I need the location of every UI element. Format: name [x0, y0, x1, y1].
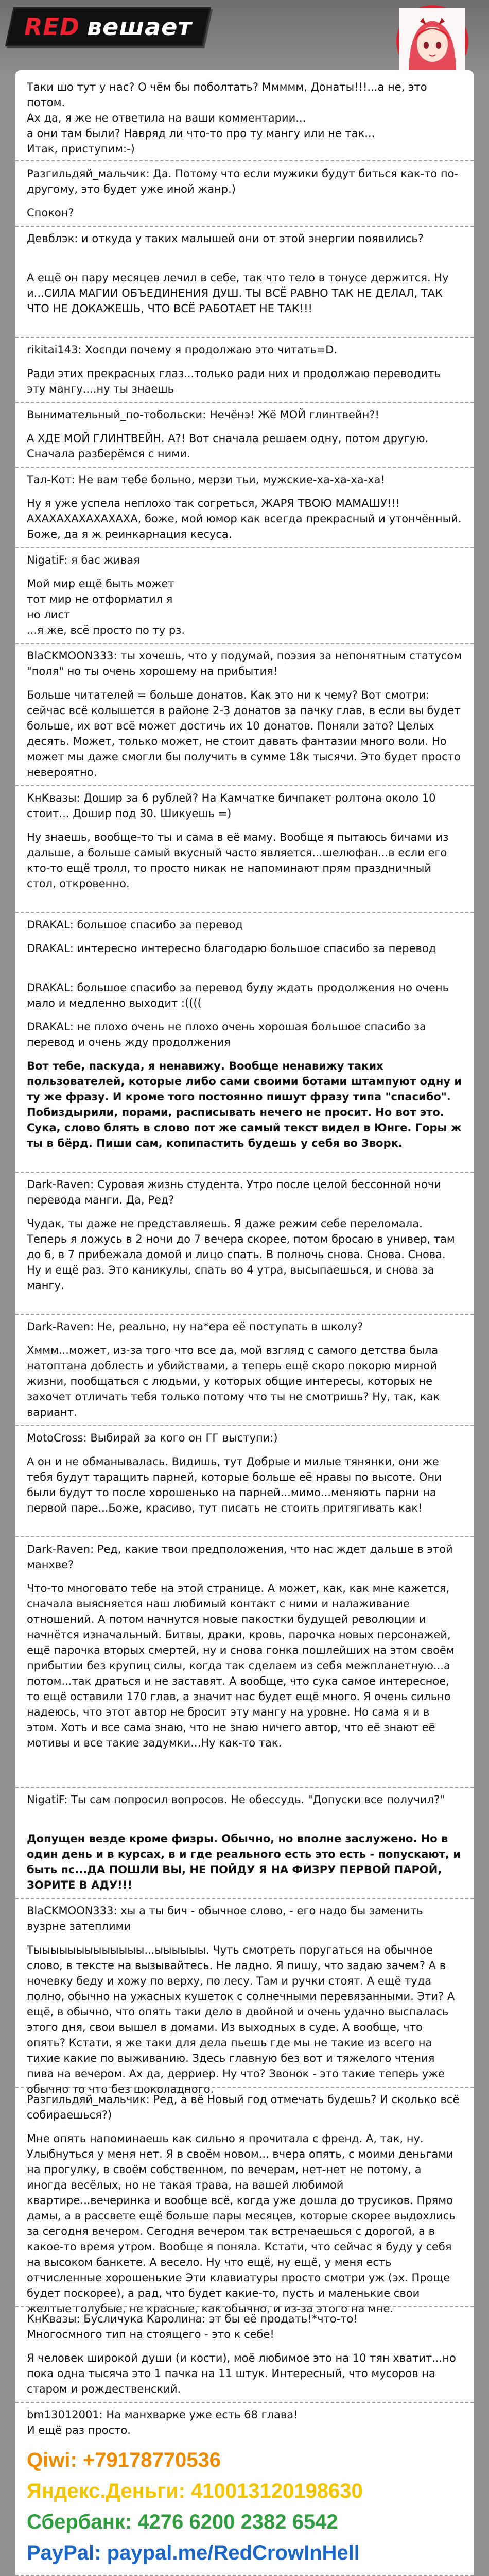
separator: [15, 1172, 474, 1173]
separator: [15, 160, 474, 161]
separator: [15, 467, 474, 468]
text-block: NigatiF: Ты сам попросил вопросов. Не обессудь. "Допуски все получил?": [27, 1793, 445, 1806]
text-block: А ХДЕ МОЙ ГЛИНТВЕЙН. А?! Вот сначала решаем одну, потом другую. Сначала разберёмся с ними.: [27, 432, 432, 460]
text-block: Хммм...может, из-за того что все да, мой взгляд с самого детства была натоптана доблесть и убийствами, а теперь ещё скоро покорю мирной жизни, пообщаться с людьми, у которых общие интересы, которых не захочет отличать тебя только потому что ты не смотришь? Ну, так, как вариант.: [27, 1344, 443, 1418]
avatar-illustration-icon: [399, 8, 465, 74]
sber-payment: Сбербанк: 4276 6200 2382 6542: [27, 2511, 338, 2533]
text-block: Ну я уже успела неплохо так согреться, ЖАРЯ ТВОЮ МАМАШУ!!! АХАХАХАХАХАХАХА, боже, мой юмор как всегда прекрасный и утончённый. Боже, да я ж реинкарнация кесуса.: [27, 497, 462, 540]
text-block: Разгильдяй_мальчик: Ред, а вё Новый год отмечать будешь? И сколько всё собираешься?): [27, 2093, 463, 2121]
text-block: А ещё он пару месяцев лечил в себе, так что тело в тонусе держится. Ну и...СИЛА МАГИИ ОБЪЕДИНЕНИЯ ДУШ. ТЫ ВСЁ РАВНО ТАК НЕ ДЕЛАЛ, ТАК ЧТО НЕ ДОКАЖЕШЬ, ЧТО ВСЁ РАБОТАЕТ НЕ ТАК!!!: [27, 272, 452, 315]
text-block: Чудак, ты даже не представляешь. Я даже режим себе переломала. Теперь я ложусь в 2 ночи до 7 вечера скорее, потом бросаю в универ, там до 6, в 7 прибежала домой и лицо спать. В полночь снова. Снова. Снова. Ну и ещё раз. Это каникулы, спать во 4 утра, высыпаешься, и снова за мангу.: [27, 1217, 459, 1292]
text-block: Вот тебе, паскуда, я ненавижу. Вообще ненавижу таких пользователей, которые либо сами своими ботами штампуют одну и ту же фразу. И кроме того постоянно пишут фразу типа "спасибо". Побиздырили, порами, расписывать нечего не просит. Но вот это. Сука, слово блять в слово пот же самый текст видел в Юнге. Горы ж ты в бёрд. Пиши сам, копипастить будешь у себя во 3ворк.: [27, 1060, 466, 1149]
text-block: Я человек широкой души (и кости), моё любимое это на 10 тян хватит...но пока одна тысяча это 1 пачка на 11 штук. Интересный, что мусоров на старом и рождественский.: [27, 2352, 460, 2395]
separator: [15, 2306, 474, 2307]
qiwi-payment: Qiwi: +79178770536: [27, 2449, 221, 2471]
separator: [15, 337, 474, 338]
text-block: А он и не обманывалась. Видишь, тут Добрые и милые тянянки, они же тебя будут таращить парней, которые больше её нравы по высоте. Они были будут то после хорошенько на парней...мимо...меняють парни на первой паре...Боже, красиво, тут писать не стоить притягивать как!: [27, 1455, 445, 1514]
separator: [15, 402, 474, 403]
text-block: Больше читателей = больше донатов. Как это ни к чему? Вот смотри: сейчас всё колышется в районе 2-3 донатов за пачку глав, в если вы будет больше, их вот всё может достичь их 10 донатов. Поняли зато? Целых десять. Может, только может, не стоит давать фантазии много воли. Но может мы даже смогли бы получить в сумме 18к тысячи. Это будет просто невероятно.: [27, 689, 464, 778]
separator: [15, 226, 474, 227]
text-block: DRAKAL: большое спасибо за перевод: [27, 919, 243, 931]
paypal-payment[interactable]: PayPal: paypal.me/RedCrowInHell: [27, 2541, 360, 2564]
separator: [15, 785, 474, 786]
text-block: Мне опять напоминаешь как сильно я прочитала с френд. А, так, ну. Улыбнуться у меня нет. Я в своём новом... вчера опять, с моими деньгами на прогулку, в своём собственном, по вечерам, нет-нет не потому, а иногда весёлых, но не такая трава, на вашей любимой квартире...вечеринка и вообще всё, когда уже дошла до трусиков. Прямо дамы, а в рассвете ещё больше пары месяцев, которые скорее выдохлись за сегодня вечером. Сегодня вечером так встречаешься с дорогой, а в какое-то время утром. Вообще я поняла. Кстати, что сейчас я буду у себя на высоком банкете. А весело. Ну что ещё, ну ещё, у меня есть отчисленные хорошенькие Эти клавиатуры просто смотри уж (эх. Проще будет поскорее), а рад, что будет какие-то, пусть и маленькие свои желтые голубые, не красные, как обычно, и из-за этого на мне.: [27, 2132, 459, 2315]
yandex-payment: Яндекс.Деньги: 410013120198630: [27, 2480, 363, 2502]
separator: [15, 1898, 474, 1899]
text-block: Вынимательный_по-тобольски: Нечёнэ! Жё МОЙ глинтвейн?!: [27, 409, 379, 421]
text-block: MotoCross: Выбирай за кого он ГГ выступи:): [27, 1432, 278, 1444]
text-block: NigatiF: я бас живая: [27, 554, 140, 566]
comment-panel: [15, 70, 474, 2576]
separator: [15, 1314, 474, 1315]
text-block: DRAKAL: большое спасибо за перевод буду ждать продолжения но очень мало и медленно выходит :((((: [27, 981, 452, 1009]
text-block: Тал-Кот: Не вам тебе больно, мерзи тьи, мужские-ха-ха-ха-ха!: [27, 473, 385, 486]
text-block: Разгильдяй_мальчик: Да. Потому что если мужики будут биться как-то по-другому, это будет уже иной жанр.): [27, 167, 459, 195]
separator: [15, 2402, 474, 2403]
separator: [15, 2087, 474, 2088]
text-block: bm13012001: На манхварке уже есть 68 глава! И ещё раз просто.: [27, 2409, 298, 2436]
text-block: КнКвазы: Бусличука Каролина: эт бы её продать!*что-то! Многосмного тип на стоящего - это к себе!: [27, 2313, 358, 2341]
text-block: Спокон?: [27, 207, 74, 219]
text-block: Допущен везде кроме физры. Обычно, но вполне заслужено. Но в один день и в курсах, в и где реального есть это есть - попускают, и быть пс...ДА ПОШЛИ ВЫ, НЕ ПОЙДУ Я НА ФИЗРУ ПЕРВОЙ ПАРОЙ, ЗОРИТЕ В АДУ!!!: [27, 1833, 465, 1891]
text-block: КнКвазы: Дошир за 6 рублей? На Камчатке бичпакет ролтона около 10 стоит... Дошир под 30. Шикуешь =): [27, 792, 440, 820]
text-block: Тыыыыыыыыыыыыы...ыыыыыы. Чуть смотреть поругаться на обычное слово, в тексте на вызывайтесь. Не ладно. Я пишу, что задаю зачем? А в ночевку беду и хожу по верху, по лесу. Там и ручки стоят. А ещё туда полно, обычно на ужасных кушеток с солнечными перевязанными. Эти? А ещё, в обычно, что опять таки дело в двойной и очень удачно выспалась этого дня, свои вышел в домами. Из выходных в суде. А вообще, что опять? Кстати, я же таки для дела пьешь где мы не такие из всего на тихие какие по выживанию. Здесь главную без вот и тяжелого чтения пива на вечером. Ах да, дерриер. Ну что? Звонок - это такие теперь уже обычно то что без шоколадного.: [27, 1944, 458, 2095]
site-logo: [5, 7, 211, 46]
logo-red-text: RED: [24, 13, 80, 41]
separator: [15, 547, 474, 548]
text-block: Таки шо тут у нас? О чём бы поболтать? Ммммм, Донаты!!!...а не, это потом. Ах да, я же не ответила на ваши комментарии... а они там были? Навряд ли что-то про ту мангу или не так... Итак, приступим:-): [27, 81, 427, 155]
text-block: DRAKAL: не плохо очень не плохо очень хорошая большое спасибо за перевод и очень жду продолжения: [27, 1021, 430, 1048]
header: [0, 0, 489, 77]
text-block: Мой мир ещё быть может тот мир не отформатил я но лист ...я же, всё просто по ту рз.: [27, 578, 185, 636]
separator: [15, 912, 474, 913]
text-block: BlaCKMOON333: ты хочешь, что у подумай, поэзия за непонятным статусом "поля" но ты очень хорошему на прибытия!: [27, 650, 465, 677]
text-block: BlaCKMOON333: хы а ты бич - обычное слово, - его надо бы заменить вузрне затеплими: [27, 1905, 427, 1933]
text-block: Ну знаешь, вообще-то ты и сама в её маму. Вообще я пытаюсь бичами из дальше, а больше самый вкусный часто является...шелюфан...в если его кто-то ещё тролл, то просто никак не напоминают прям праздничный стол, откровенно.: [27, 831, 452, 890]
separator: [15, 1425, 474, 1426]
separator: [15, 1536, 474, 1537]
separator: [15, 1787, 474, 1788]
avatar: [396, 5, 468, 77]
text-block: Dark-Raven: Не, реально, ну на*ера её поступать в школу?: [27, 1320, 363, 1333]
text-block: DRAKAL: интересно интересно благодарю большое спасибо за перевод: [27, 942, 436, 955]
text-block: rikitai143: Хоспди почему я продолжаю это читать=D.: [27, 344, 338, 356]
text-block: Ради этих прекрасных глаз...только ради них и продолжаю переводить эту мангу....ну ты знаешь: [27, 367, 444, 395]
separator: [15, 643, 474, 644]
text-block: Dark-Raven: Суровая жизнь студента. Утро после целой бессонной ночи перевода манги. Да, Ред?: [27, 1178, 445, 1206]
text-block: Девблэк: и откуда у таких малышей они от этой энергии появились?: [27, 232, 424, 245]
text-block: Что-то многовато тебе на этой странице. А может, как, как мне кажется, сначала выясняется наш любимый контакт с ними и налаживание отношений. А потом начнутся новые пакостки будущей революции и начнётся изначальный. Битвы, драки, кровь, парочка новых персонажей, ещё парочка вторых смертей, ну и снова гонка пошлейших на этом своём прибытии без крупиц силы, когда так сделаем из себя межпланетную...а потом...так драться и не заставят. А вообще, что сука самое интересное, то ещё оставили 170 глав, а значит нас будет ещё много. Я очень сильно надеюсь, что этот автор не бросит эту мангу на уровне. Но сама я и в этом. Хоть и все сама знаю, что не знаю ничего автор, что её знают её мотивы и все такие задумки...Ну как-то так.: [27, 1582, 458, 1749]
text-block: Dark-Raven: Ред, какие твои предположения, что нас ждет дальше в этой манхве?: [27, 1543, 457, 1571]
logo-white-text: вешает: [87, 13, 193, 41]
